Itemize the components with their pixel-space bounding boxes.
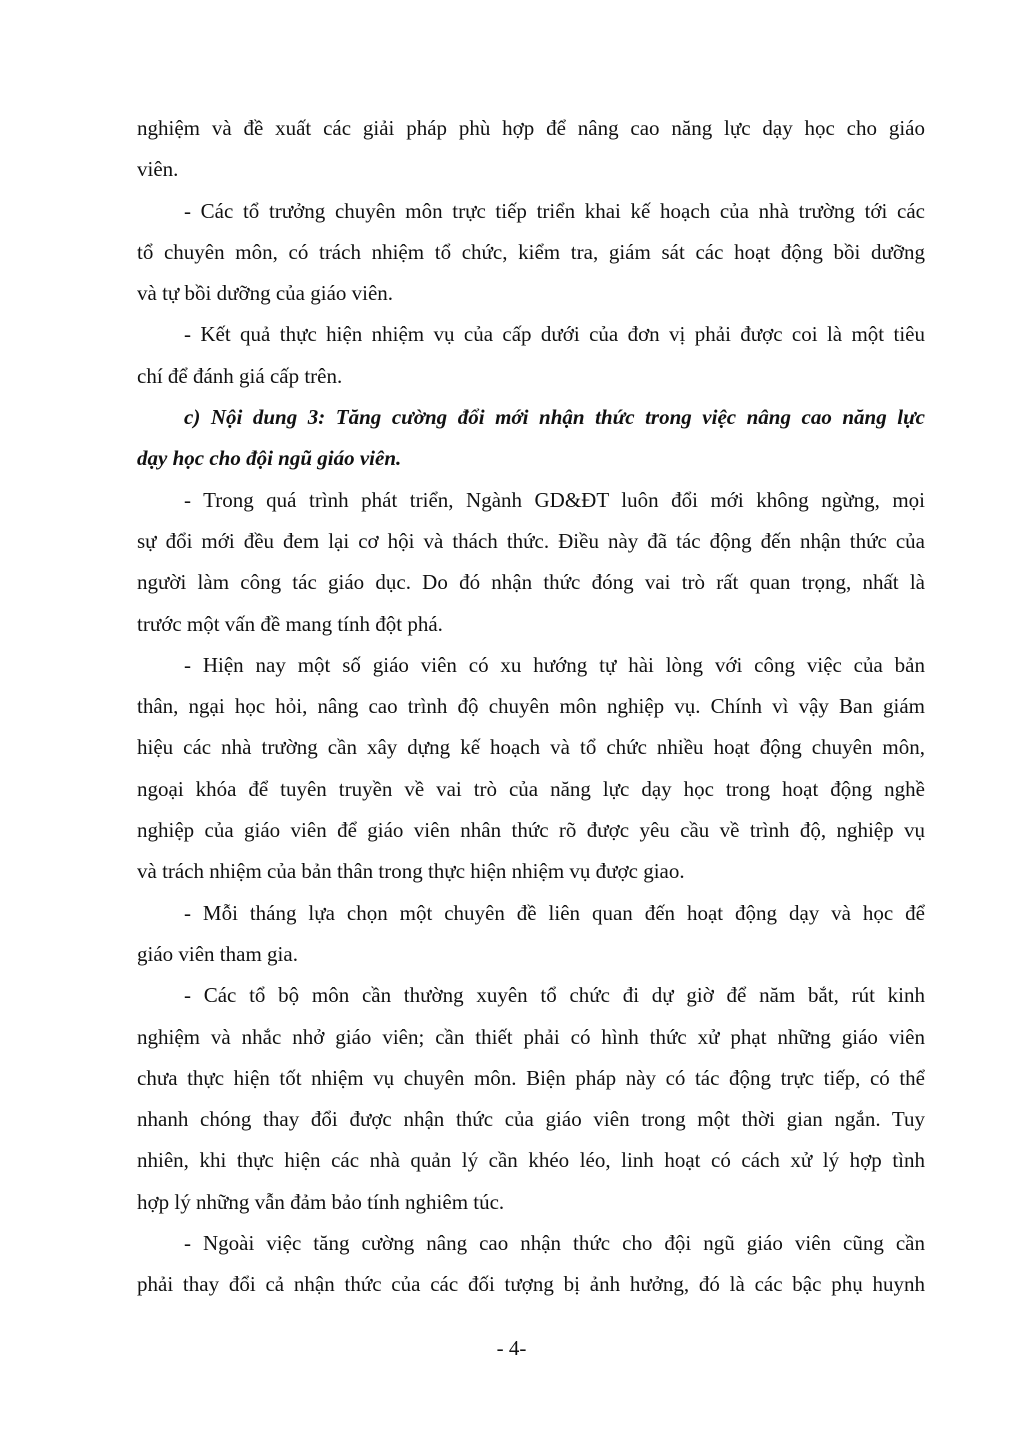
- heading-line: c) Nội dung 3: Tăng cường đổi mới nhận thức trong việc nâng cao năng lực: [184, 405, 925, 430]
- text-line: nghiệp của giáo viên để giáo viên nhân thức rõ được yêu cầu về trình độ, nghiệp vụ: [137, 818, 925, 843]
- paragraph: [137, 480, 925, 645]
- text-line: trước một vấn đề mang tính đột phá.: [137, 611, 443, 636]
- text-line: và trách nhiệm của bản thân trong thực hiện nhiệm vụ được giao.: [137, 859, 685, 884]
- paragraph: [137, 1223, 925, 1306]
- text-line: chí để đánh giá cấp trên.: [137, 363, 343, 388]
- text-line: thân, ngại học hỏi, nâng cao trình độ chuyên môn nghiệp vụ. Chính vì vậy Ban giám: [137, 694, 925, 719]
- text-line: nhanh chóng thay đổi được nhận thức của giáo viên trong một thời gian ngắn. Tuy: [137, 1107, 925, 1132]
- text-line: chưa thực hiện tốt nhiệm vụ chuyên môn. Biện pháp này có tác động trực tiếp, có thể: [137, 1065, 925, 1090]
- text-line: hợp lý những vẫn đảm bảo tính nghiêm túc.: [137, 1189, 505, 1214]
- text-line: - Kết quả thực hiện nhiệm vụ của cấp dưới của đơn vị phải được coi là một tiêu: [184, 322, 925, 347]
- text-line: hiệu các nhà trường cần xây dựng kế hoạch và tổ chức nhiều hoạt động chuyên môn,: [137, 735, 925, 760]
- text-line: phải thay đổi cả nhận thức của các đối tượng bị ảnh hưởng, đó là các bậc phụ huynh: [137, 1272, 925, 1297]
- text-line: tổ chuyên môn, có trách nhiệm tổ chức, kiểm tra, giám sát các hoạt động bồi dưỡng: [137, 239, 925, 264]
- text-line: giáo viên tham gia.: [137, 941, 298, 966]
- text-line: người làm công tác giáo dục. Do đó nhận thức đóng vai trò rất quan trọng, nhất là: [137, 570, 925, 595]
- paragraph: [137, 314, 925, 397]
- text-line: và tự bồi dưỡng của giáo viên.: [137, 281, 394, 306]
- text-line: - Các tổ trưởng chuyên môn trực tiếp triển khai kế hoạch của nhà trường tới các: [184, 198, 925, 223]
- text-line: - Ngoài việc tăng cường nâng cao nhận thức cho đội ngũ giáo viên cũng cần: [184, 1231, 925, 1256]
- page-number: - 4-: [496, 1336, 527, 1360]
- document-body: [137, 108, 925, 1306]
- text-line: sự đổi mới đều đem lại cơ hội và thách thức. Điều này đã tác động đến nhận thức của: [137, 528, 925, 553]
- paragraph: [137, 645, 925, 893]
- paragraph: [137, 975, 925, 1223]
- paragraph: [137, 893, 925, 976]
- text-line: nhiên, khi thực hiện các nhà quản lý cần khéo léo, linh hoạt có cách xử lý hợp tình: [137, 1148, 925, 1173]
- heading-line: dạy học cho đội ngũ giáo viên.: [137, 446, 402, 471]
- text-line: - Hiện nay một số giáo viên có xu hướng tự hài lòng với công việc của bản: [184, 652, 925, 677]
- text-line: nghiệm và nhắc nhở giáo viên; cần thiết phải có hình thức xử phạt những giáo viên: [137, 1024, 925, 1049]
- section-heading: [137, 397, 925, 480]
- text-line: nghiệm và đề xuất các giải pháp phù hợp để nâng cao năng lực dạy học cho giáo: [137, 116, 925, 140]
- text-line: - Trong quá trình phát triển, Ngành GD&ĐT luôn đổi mới không ngừng, mọi: [184, 487, 925, 512]
- paragraph: [137, 191, 925, 315]
- text-line: - Mỗi tháng lựa chọn một chuyên đề liên quan đến hoạt động dạy và học để: [184, 900, 925, 925]
- text-line: ngoại khóa để tuyên truyền về vai trò của năng lực dạy học trong hoạt động nghề: [137, 776, 925, 801]
- paragraph: [137, 108, 925, 191]
- text-line: - Các tổ bộ môn cần thường xuyên tổ chức đi dự giờ để năm bắt, rút kinh: [184, 983, 925, 1008]
- text-line: viên.: [137, 157, 179, 182]
